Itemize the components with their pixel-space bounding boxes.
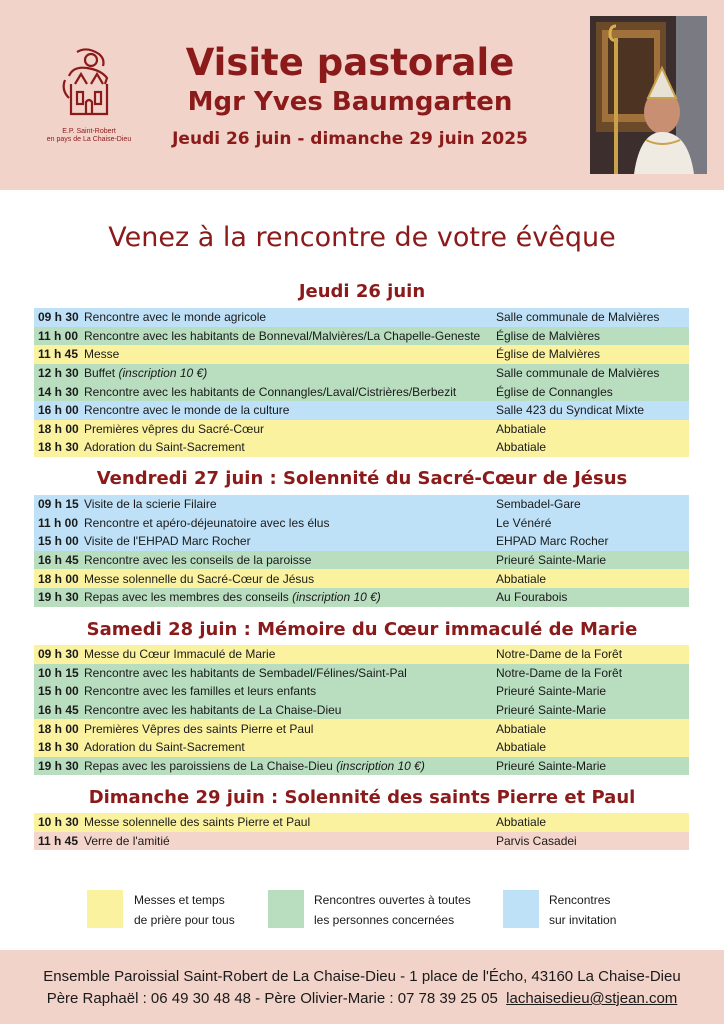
event-description xyxy=(84,684,496,698)
event-title: Buffet xyxy=(84,366,119,381)
event-title: Rencontre et apéro-déjeunatoire avec les élus xyxy=(84,515,330,530)
schedule-row xyxy=(34,813,689,832)
schedule-row xyxy=(34,438,689,457)
schedule-thursday xyxy=(34,308,689,457)
schedule-friday xyxy=(34,495,689,607)
event-description xyxy=(84,572,496,586)
event-time: 09 h 15 xyxy=(38,497,79,512)
legend-invitation-line2: sur invitation xyxy=(549,913,617,927)
schedule-row xyxy=(34,551,689,570)
event-place: Abbatiale xyxy=(496,721,547,736)
event-place: Salle communale de Malvières xyxy=(496,366,660,381)
schedule-row xyxy=(34,345,689,364)
event-time: 16 h 00 xyxy=(38,403,79,418)
event-place: Église de Connangles xyxy=(496,384,613,399)
event-time: 19 h 30 xyxy=(38,758,79,773)
tagline: Venez à la rencontre de votre évêque xyxy=(108,222,616,253)
parish-logo xyxy=(44,46,134,166)
schedule-row xyxy=(34,645,689,664)
event-title: Rencontre avec les familles et leurs enfants xyxy=(84,684,317,699)
email-link[interactable]: lachaisedieu@stjean.com xyxy=(506,990,678,1007)
schedule-row xyxy=(34,588,689,607)
schedule-row xyxy=(34,757,689,776)
event-title: Rencontre avec les habitants de La Chaise-Dieu xyxy=(84,703,342,718)
event-place: Prieuré Sainte-Marie xyxy=(496,703,607,718)
event-title: Messe solennelle des saints Pierre et Paul xyxy=(84,815,311,830)
schedule-row xyxy=(34,420,689,439)
event-description xyxy=(84,329,496,343)
legend-open-line1: Rencontres ouvertes à toutes xyxy=(314,893,471,907)
event-time: 09 h 30 xyxy=(38,310,79,325)
schedule-row xyxy=(34,514,689,533)
event-description xyxy=(84,534,496,548)
event-time: 19 h 30 xyxy=(38,590,79,605)
schedule-row xyxy=(34,682,689,701)
schedule-row xyxy=(34,327,689,346)
event-place: Notre-Dame de la Forêt xyxy=(496,665,623,680)
event-title: Adoration du Saint-Sacrement xyxy=(84,440,245,455)
day-title-sunday: Dimanche 29 juin : Solennité des saints Pierre et Paul xyxy=(88,787,636,808)
event-title: Premières Vêpres des saints Pierre et Paul xyxy=(84,721,314,736)
event-time: 10 h 30 xyxy=(38,815,79,830)
event-place: Salle 423 du Syndicat Mixte xyxy=(496,403,645,418)
event-description xyxy=(84,815,496,829)
schedule-row xyxy=(34,719,689,738)
schedule-row xyxy=(34,532,689,551)
schedule-saturday xyxy=(34,645,689,775)
event-note: (inscription 10 €) xyxy=(292,590,381,605)
event-time: 11 h 45 xyxy=(38,833,79,848)
schedule-row xyxy=(34,308,689,327)
event-time: 18 h 30 xyxy=(38,440,79,455)
event-description xyxy=(84,310,496,324)
schedule-row xyxy=(34,495,689,514)
legend-swatch-open xyxy=(268,890,304,928)
bishop-photo xyxy=(590,16,707,174)
event-place: Prieuré Sainte-Marie xyxy=(496,758,607,773)
event-description xyxy=(84,740,496,754)
event-description xyxy=(84,516,496,530)
event-title: Rencontre avec les habitants de Bonneval/Malvières/La Chapelle-Geneste xyxy=(84,328,481,343)
event-description xyxy=(84,759,496,773)
logo-caption-line1: E.P. Saint-Robert xyxy=(62,128,116,135)
legend-label-invitation xyxy=(549,890,616,930)
header-banner xyxy=(0,0,724,190)
legend-prayer-line2: de prière pour tous xyxy=(134,913,235,927)
event-time: 18 h 00 xyxy=(38,721,79,736)
event-description xyxy=(84,590,496,604)
event-place: Abbatiale xyxy=(496,815,547,830)
day-title-saturday: Samedi 28 juin : Mémoire du Cœur immaculé de Marie xyxy=(86,619,638,640)
event-description xyxy=(84,422,496,436)
event-place: Le Vénéré xyxy=(496,515,552,530)
event-title: Repas avec les membres des conseils xyxy=(84,590,293,605)
legend-open-line2: les personnes concernées xyxy=(314,913,455,927)
event-title: Repas avec les paroissiens de La Chaise-Dieu xyxy=(84,758,337,773)
event-time: 12 h 30 xyxy=(38,366,79,381)
event-place: Abbatiale xyxy=(496,421,547,436)
event-place: Abbatiale xyxy=(496,740,547,755)
event-title: Messe solennelle du Sacré-Cœur de Jésus xyxy=(84,571,315,586)
event-time: 15 h 00 xyxy=(38,534,79,549)
event-description xyxy=(84,403,496,417)
event-place: Prieuré Sainte-Marie xyxy=(496,684,607,699)
event-title: Rencontre avec les habitants de Sembadel/Félines/Saint-Pal xyxy=(84,665,407,680)
bishop-portrait-icon xyxy=(590,16,707,174)
event-time: 15 h 00 xyxy=(38,684,79,699)
event-time: 10 h 15 xyxy=(38,665,79,680)
schedule-row xyxy=(34,382,689,401)
event-description xyxy=(84,366,496,380)
event-time: 11 h 00 xyxy=(38,515,79,530)
legend-swatch-prayer xyxy=(87,890,123,928)
event-place: Abbatiale xyxy=(496,440,547,455)
footer-phones: Père Raphaël : 06 49 30 48 48 - Père Olivier-Marie : 07 78 39 25 05 xyxy=(46,990,498,1007)
visit-dates: Jeudi 26 juin - dimanche 29 juin 2025 xyxy=(172,129,528,149)
event-title: Verre de l'amitié xyxy=(84,833,170,848)
event-title: Rencontre avec les habitants de Connangles/Laval/Cistrières/Berbezit xyxy=(84,384,457,399)
event-title: Rencontre avec les conseils de la paroisse xyxy=(84,553,312,568)
event-place: Prieuré Sainte-Marie xyxy=(496,553,607,568)
event-place: Église de Malvières xyxy=(496,328,601,343)
page-title: Visite pastorale xyxy=(185,41,515,84)
schedule-row xyxy=(34,738,689,757)
event-title: Rencontre avec le monde de la culture xyxy=(84,403,290,418)
legend-label-prayer xyxy=(134,890,235,930)
event-description xyxy=(84,834,496,848)
event-description xyxy=(84,497,496,511)
event-place: Sembadel-Gare xyxy=(496,497,581,512)
event-place: Parvis Casadei xyxy=(496,833,577,848)
event-description xyxy=(84,666,496,680)
event-place: Abbatiale xyxy=(496,571,547,586)
schedule-sunday xyxy=(34,813,689,850)
title-block xyxy=(140,40,560,150)
event-title: Messe du Cœur Immaculé de Marie xyxy=(84,647,276,662)
event-place: Salle communale de Malvières xyxy=(496,310,660,325)
event-description xyxy=(84,385,496,399)
event-description xyxy=(84,647,496,661)
legend-swatch-invitation xyxy=(503,890,539,928)
event-description xyxy=(84,722,496,736)
schedule-row xyxy=(34,364,689,383)
legend xyxy=(0,890,724,930)
event-time: 18 h 00 xyxy=(38,421,79,436)
event-note: (inscription 10 €) xyxy=(336,758,425,773)
legend-invitation-line1: Rencontres xyxy=(549,893,611,907)
event-title: Premières vêpres du Sacré-Cœur xyxy=(84,421,265,436)
event-title: Messe xyxy=(84,347,120,362)
event-description xyxy=(84,347,496,361)
event-title: Adoration du Saint-Sacrement xyxy=(84,740,245,755)
event-place: EHPAD Marc Rocher xyxy=(496,534,609,549)
legend-prayer-line1: Messes et temps xyxy=(134,893,225,907)
church-logo-icon xyxy=(57,46,121,124)
day-title-friday: Vendredi 27 juin : Solennité du Sacré-Cœur de Jésus xyxy=(96,468,628,489)
schedule-row xyxy=(34,832,689,851)
schedule-row xyxy=(34,664,689,683)
event-time: 18 h 30 xyxy=(38,740,79,755)
event-time: 18 h 00 xyxy=(38,571,79,586)
event-note: (inscription 10 €) xyxy=(118,366,208,381)
bishop-name: Mgr Yves Baumgarten xyxy=(187,87,513,117)
event-time: 09 h 30 xyxy=(38,647,79,662)
day-title-thursday: Jeudi 26 juin xyxy=(298,281,426,302)
footer xyxy=(0,950,724,1024)
event-description xyxy=(84,553,496,567)
event-place: Église de Malvières xyxy=(496,347,601,362)
footer-address: Ensemble Paroissial Saint-Robert de La Chaise-Dieu - 1 place de l'Écho, 43160 La Chaise-Dieu xyxy=(43,968,681,985)
event-time: 11 h 00 xyxy=(38,328,79,343)
event-title: Rencontre avec le monde agricole xyxy=(84,310,267,325)
legend-label-open xyxy=(314,890,471,930)
event-place: Au Fourabois xyxy=(496,590,568,605)
schedule-row xyxy=(34,401,689,420)
event-time: 16 h 45 xyxy=(38,553,79,568)
schedule-row xyxy=(34,569,689,588)
event-description xyxy=(84,440,496,454)
event-time: 14 h 30 xyxy=(38,384,79,399)
event-time: 16 h 45 xyxy=(38,703,79,718)
footer-contacts xyxy=(0,988,724,1010)
logo-caption-line2: en pays de La Chaise-Dieu xyxy=(46,136,132,143)
event-title: Visite de l'EHPAD Marc Rocher xyxy=(84,534,251,549)
logo-caption xyxy=(44,128,134,144)
schedule-row xyxy=(34,701,689,720)
event-title: Visite de la scierie Filaire xyxy=(84,497,217,512)
event-description xyxy=(84,703,496,717)
event-time: 11 h 45 xyxy=(38,347,79,362)
event-place: Notre-Dame de la Forêt xyxy=(496,647,623,662)
